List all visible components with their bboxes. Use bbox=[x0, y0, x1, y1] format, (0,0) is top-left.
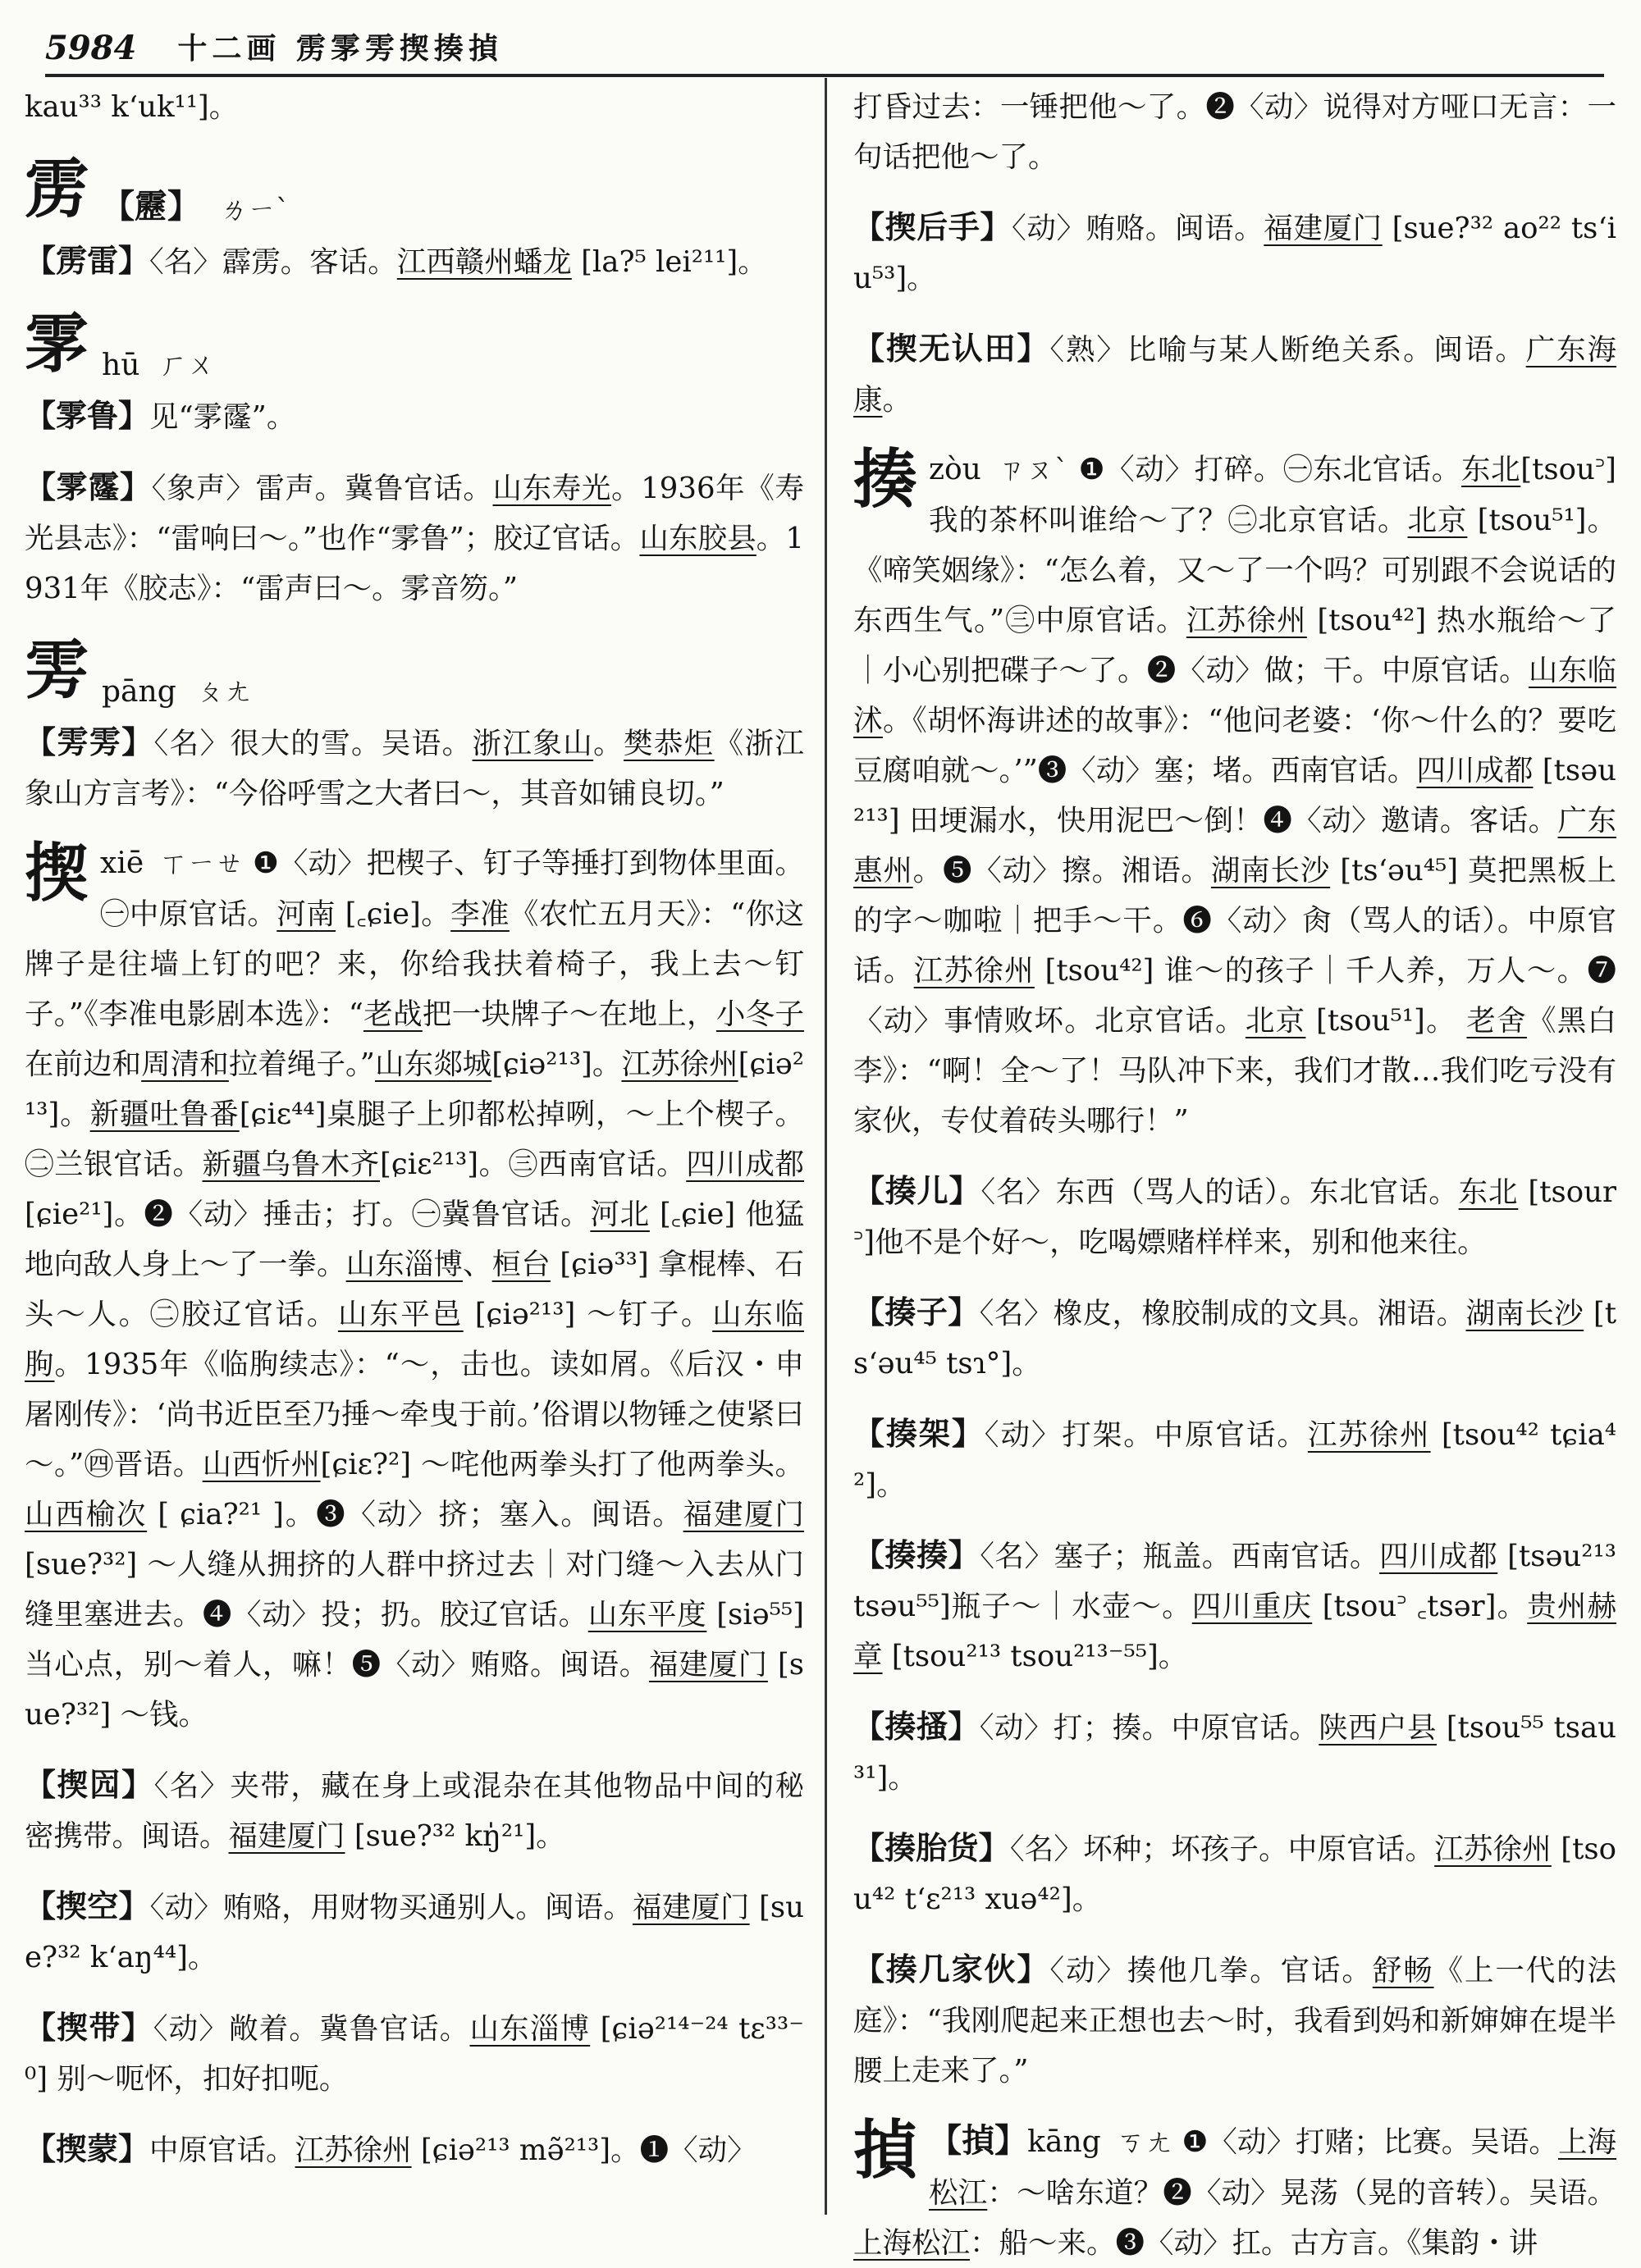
entry-text: 把一块牌子～在地上， bbox=[422, 997, 716, 1031]
dictionary-entry bbox=[853, 202, 1616, 303]
dictionary-entry bbox=[853, 1944, 1616, 2096]
entry-text: [tsou⁴²] 谁～的孩子｜千人养，万人～。❼〈动〉事情败坏。北京官话。 bbox=[853, 954, 1616, 1038]
entry-text: [ɕiə²¹³]。 bbox=[25, 1047, 804, 1131]
location: 山东平邑 bbox=[337, 1298, 464, 1331]
entry-text: 见“雺霳”。 bbox=[149, 400, 296, 434]
entry-head: 【揍架】 bbox=[853, 1415, 985, 1452]
column-divider bbox=[825, 78, 827, 2215]
entry-text: [ɕie²¹]。❷〈动〉捶击；打。㊀冀鲁官话。 bbox=[25, 1198, 591, 1231]
entry-text: 〈名〉东西（骂人的话）。东北官话。 bbox=[980, 1175, 1459, 1209]
entry-text: 中原官话。 bbox=[149, 2133, 295, 2167]
location: 江苏徐州 bbox=[295, 2133, 412, 2167]
dictionary-entry bbox=[853, 1408, 1616, 1510]
location: 山东临朐 bbox=[25, 1298, 804, 1381]
location: 新疆乌鲁木齐 bbox=[202, 1148, 381, 1181]
dictionary-entry bbox=[853, 1530, 1616, 1682]
right-column bbox=[853, 82, 1617, 2260]
headword-line bbox=[25, 307, 804, 382]
location: 四川成都 bbox=[686, 1148, 804, 1181]
location: 福建厦门 bbox=[632, 1891, 750, 1924]
entry-text: [ɕiə²¹³] ～钉子。 bbox=[463, 1298, 713, 1331]
dictionary-entry bbox=[25, 1881, 804, 1983]
author-name: 樊恭炬 bbox=[623, 727, 715, 760]
entry-text: [ɕiə²¹⁴⁻²⁴ tɛ³³⁻⁰] 别～呃怀，扣好扣呃。 bbox=[25, 2012, 804, 2096]
entry-text: 、 bbox=[463, 1248, 492, 1281]
headword-char: 雱 bbox=[25, 633, 89, 708]
dictionary-entry bbox=[853, 323, 1616, 425]
entry-text: 〈名〉橡皮，橡胶制成的文具。湘语。 bbox=[979, 1297, 1466, 1330]
entry-text: 〈动〉揍他几拳。官话。 bbox=[1049, 1954, 1373, 1987]
entry-head: 【雱雱】 bbox=[25, 723, 154, 760]
location: 桓台 bbox=[491, 1248, 551, 1281]
headword-entry bbox=[25, 838, 804, 1740]
pinyin: hū bbox=[102, 349, 140, 382]
entry-text: 〈名〉坏种；坏孩子。中原官话。 bbox=[1009, 1832, 1435, 1866]
zhuyin: ㄏㄨ bbox=[159, 349, 216, 381]
entry-text: 〈象声〉雷声。冀鲁官话。 bbox=[151, 472, 493, 505]
entry-text: [tsou⁵⁵ tsau³¹]。 bbox=[853, 1711, 1616, 1795]
entry-text: [tsou²¹³ tsou²¹³⁻⁵⁵]。 bbox=[882, 1640, 1188, 1673]
entry-head: 【揍几家伙】 bbox=[853, 1951, 1050, 1987]
entry-text: 《浙江象山方言考》：“今俗呼雪之大者曰～，其音如铺良切。” bbox=[25, 727, 804, 810]
entry-head: 【揳带】 bbox=[25, 2009, 153, 2046]
entry-head: 【揳蒙】 bbox=[25, 2130, 150, 2167]
entry-text: [tsəu²¹³] 田埂漏水，快用泥巴～倒！❹〈动〉邀请。客话。 bbox=[853, 754, 1616, 837]
author-name: 李准 bbox=[450, 897, 510, 931]
person-name: 小冬子 bbox=[715, 997, 804, 1031]
entry-text: [ɕiə³³] 拿棍棒、石头～人。㊁胶辽官话。 bbox=[25, 1248, 804, 1331]
entry-text: ：～啥东道？❷〈动〉晃荡（晃的音转）。吴语。 bbox=[987, 2176, 1616, 2210]
entry-text: 。 bbox=[593, 727, 624, 760]
zhuyin: ㄌㄧˋ bbox=[220, 194, 290, 226]
dictionary-entry bbox=[853, 1166, 1616, 1267]
headword-char: 揁 bbox=[853, 2113, 918, 2188]
dictionary-entry bbox=[25, 2002, 804, 2104]
zhuyin: ㄒㄧㄝ bbox=[159, 847, 244, 880]
entry-head: 【揍子】 bbox=[853, 1294, 980, 1330]
location: 福建厦门 bbox=[648, 1648, 768, 1682]
entry-text: [sue?³²] ～钱。 bbox=[25, 1648, 804, 1732]
entry-text: [ts‘əu⁴⁵] 莫把黑板上的字～咖啦｜把手～干。❻〈动〉肏（骂人的话）。中原官话。 bbox=[853, 854, 1616, 988]
location: 山东郯城 bbox=[374, 1047, 492, 1081]
entry-text: [tsou⁴²] 热水瓶给～了｜小心别把碟子～了。❷〈动〉做；干。中原官话。 bbox=[853, 604, 1616, 687]
location: 山西榆次 bbox=[25, 1498, 148, 1531]
entry-head: 【揳囥】 bbox=[25, 1766, 154, 1803]
entry-text: [sue?³² ao²² ts‘iu⁵³]。 bbox=[853, 212, 1616, 295]
dictionary-entry bbox=[25, 1759, 804, 1861]
continued-text: kau³³ k‘uk¹¹]。 bbox=[25, 90, 239, 124]
entry-head: 【揍儿】 bbox=[853, 1172, 981, 1209]
entry-text: 《黑白李》：“啊！全～了！马队冲下来，我们才散…我们吃亏没有家伙，专仗着砖头哪行！” bbox=[853, 1004, 1616, 1138]
entry-text: [siə⁵⁵]当心点，别～着人，嘛！❺〈动〉贿赂。闽语。 bbox=[25, 1598, 804, 1682]
entry-text: 。 bbox=[882, 383, 912, 417]
location: 四川成都 bbox=[1379, 1540, 1498, 1573]
entry-head: 【揳后手】 bbox=[853, 208, 1012, 245]
continued-text: 打昏过去：一锤把他～了。❷〈动〉说得对方哑口无言：一句话把他～了。 bbox=[853, 90, 1616, 174]
entry-text: 。1936年《寿光县志》：“雷响曰～。”也作“雺鲁”；胶辽官话。 bbox=[25, 472, 804, 555]
entry-text: [tsəu²¹³ tsəu⁵⁵]瓶子～｜水壶～。 bbox=[853, 1540, 1616, 1623]
location: 上海松江 bbox=[929, 2125, 1617, 2210]
author-name: 舒畅 bbox=[1372, 1954, 1434, 1987]
location: 江苏徐州 bbox=[621, 1047, 738, 1081]
location: 东北 bbox=[1458, 1175, 1519, 1209]
headword-line bbox=[25, 633, 804, 709]
dictionary-entry bbox=[25, 462, 804, 614]
location: 福建厦门 bbox=[1264, 212, 1383, 245]
entry-head: 【揍胎货】 bbox=[853, 1829, 1010, 1866]
headword-line bbox=[25, 152, 804, 227]
location: 贵州赫章 bbox=[853, 1590, 1616, 1673]
entry-text: 。❺〈动〉擦。湘语。 bbox=[912, 854, 1211, 888]
entry-text: [sue?³² kŋ̍²¹]。 bbox=[345, 1819, 565, 1853]
entry-text: [꜀ɕie]。 bbox=[336, 897, 451, 931]
location: 山东胶县 bbox=[639, 522, 757, 555]
dictionary-entry bbox=[853, 1701, 1616, 1803]
entry-head: 【雳雷】 bbox=[25, 242, 150, 279]
dictionary-entry bbox=[25, 390, 804, 442]
person-name: 老战 bbox=[363, 997, 423, 1031]
dictionary-entry bbox=[25, 717, 804, 819]
entry-text: 在前边和 bbox=[25, 1047, 142, 1081]
page-header bbox=[45, 18, 1604, 77]
entry-text: [꜀ɕie] 他猛地向敌人身上～了一拳。 bbox=[25, 1198, 804, 1281]
entry-text: [sue?³²] ～人缝从拥挤的人群中挤过去｜对门缝～入去从门缝里塞进去。❹〈动〉投；扔。胶辽官话。 bbox=[25, 1548, 804, 1631]
location: 广东海康 bbox=[853, 333, 1616, 417]
location: 新疆吐鲁番 bbox=[89, 1097, 240, 1131]
dictionary-entry bbox=[25, 2124, 804, 2175]
location: 山东临沭 bbox=[853, 654, 1616, 737]
location: 江苏徐州 bbox=[1434, 1832, 1552, 1866]
entry-text: [ɕiɛ²¹³]。㊂西南官话。 bbox=[380, 1148, 687, 1181]
entry-text: [ɕiɛ⁴⁴]桌腿子上卯都松掉咧，～上个楔子。㊁兰银官话。 bbox=[25, 1097, 804, 1181]
entry-text: [sue?³² k‘aŋ⁴⁴]。 bbox=[25, 1891, 804, 1974]
traditional-form: 【靂】 bbox=[102, 187, 201, 226]
running-head: 十二画 雳雺雱揳揍揁 bbox=[177, 31, 503, 66]
entry-text: ❶〈动〉打碎。㊀东北官话。 bbox=[1078, 453, 1461, 486]
headword-entry bbox=[853, 442, 1616, 1146]
entry-text: 〈动〉敞着。冀鲁官话。 bbox=[153, 2012, 470, 2046]
headword-char: 揍 bbox=[853, 442, 918, 517]
entry-text: 。1935年《临朐续志》：“～，击也。读如屑。《后汉・申屠刚传》：‘尚书近臣至乃捶～牵曳于前。’俗谓以物锤之使紧曰～。”㊃晋语。 bbox=[25, 1348, 804, 1481]
zhuyin: ㄎㄤ bbox=[1117, 2126, 1173, 2159]
entry-head: 【揍揍】 bbox=[853, 1536, 980, 1573]
location: 江苏徐州 bbox=[1307, 1418, 1431, 1452]
page-number: 5984 bbox=[45, 29, 137, 67]
location: 山东寿光 bbox=[492, 472, 612, 505]
location: 江苏徐州 bbox=[913, 954, 1035, 988]
entry-text: 〈动〉贿赂，用财物买通别人。闽语。 bbox=[149, 1891, 633, 1924]
location: 山东淄博 bbox=[469, 2012, 591, 2046]
entry-text: [ ɕia?²¹ ]。❸〈动〉挤；塞入。闽语。 bbox=[147, 1498, 683, 1531]
entry-head: 【揍搔】 bbox=[853, 1708, 980, 1745]
entry-text: 〈动〉贿赂。闽语。 bbox=[1012, 212, 1264, 245]
location: 湖南长沙 bbox=[1210, 854, 1331, 888]
location: 四川成都 bbox=[1416, 754, 1534, 787]
zhuyin: ㄆㄤ bbox=[195, 675, 252, 708]
location: 山东平度 bbox=[587, 1598, 707, 1631]
dictionary-entry bbox=[25, 235, 804, 287]
entry-text: [ɕiə²¹³ mə̃²¹³]。❶〈动〉 bbox=[411, 2133, 757, 2167]
entry-text: 拉着绳子。” bbox=[228, 1047, 375, 1081]
entry-text: [tsou⁵¹]。 bbox=[1305, 1004, 1467, 1038]
entry-head: 【雺鲁】 bbox=[25, 397, 150, 434]
headword-char: 揳 bbox=[25, 836, 89, 910]
location: 山西忻州 bbox=[202, 1448, 321, 1481]
pinyin: xiē bbox=[100, 847, 144, 880]
entry-head: 【揳无认田】 bbox=[853, 330, 1050, 367]
entry-text: 〈动〉打架。中原官话。 bbox=[984, 1418, 1308, 1452]
entry-text: [ɕiə²¹³]。 bbox=[491, 1047, 622, 1081]
location: 东北 bbox=[1460, 453, 1521, 486]
location: 福建厦门 bbox=[683, 1498, 804, 1531]
entry-text: [tsour꜄]他不是个好～，吃喝嫖赌样样来，别和他来往。 bbox=[853, 1175, 1616, 1259]
entry-text: 〈熟〉比喻与某人断绝关系。闽语。 bbox=[1049, 333, 1526, 367]
location: 上海松江 bbox=[853, 2226, 971, 2260]
headword-entry bbox=[853, 2115, 1616, 2268]
author-name: 老舍 bbox=[1466, 1004, 1527, 1038]
entry-text: [tsou⁴² tɕia⁴²]。 bbox=[853, 1418, 1616, 1502]
pinyin: kāng bbox=[1027, 2125, 1101, 2159]
location: 江苏徐州 bbox=[1186, 604, 1307, 637]
entry-text: [ts‘əu⁴⁵ tsɿ°]。 bbox=[853, 1297, 1616, 1380]
dictionary-entry bbox=[853, 1287, 1616, 1389]
entry-text: [ɕiɛ?²] ～咤他两拳头打了他两拳头。 bbox=[320, 1448, 804, 1481]
location: 北京 bbox=[1245, 1004, 1306, 1038]
entry-text: 〈动〉打；揍。中原官话。 bbox=[979, 1711, 1319, 1745]
location: 广东惠州 bbox=[853, 804, 1616, 888]
entry-text: 。《胡怀海讲述的故事》：“他问老婆：‘你～什么的？要吃豆腐咱就～。’”❸〈动〉塞；堵。西南官话。 bbox=[853, 704, 1616, 787]
pinyin: zòu bbox=[929, 453, 981, 486]
entry-text: 〈名〉夹带，藏在身上或混杂在其他物品中间的秘密携带。闽语。 bbox=[25, 1769, 804, 1853]
headword-char: 雳 bbox=[25, 152, 89, 226]
location: 河北 bbox=[590, 1198, 650, 1231]
entry-text: ：船～来。❸〈动〉扛。古方言。《集韵・讲 bbox=[970, 2226, 1538, 2260]
entry-text: 《上一代的法庭》：“我刚爬起来正想也去～时，我看到妈和新婶婶在堤半腰上走来了。” bbox=[853, 1954, 1616, 2088]
location: 浙江象山 bbox=[472, 727, 594, 760]
entry-text: 〈名〉很大的雪。吴语。 bbox=[153, 727, 473, 760]
headword-char: 雺 bbox=[25, 307, 89, 381]
entry-text: 《农忙五月天》：“你这牌子是往墙上钉的吧？来，你给我扶着椅子，我上去～钉子。”《李准电影剧本选》：“ bbox=[25, 897, 804, 1031]
entry-text: [tsou꜄]我的茶杯叫谁给～了？㊁北京官话。 bbox=[929, 453, 1616, 537]
dictionary-entry bbox=[853, 1823, 1616, 1924]
person-name: 周清和 bbox=[141, 1047, 229, 1081]
location: 福建厦门 bbox=[228, 1819, 345, 1853]
entry-text: ❶〈动〉打赌；比赛。吴语。 bbox=[1182, 2125, 1558, 2159]
location: 山东淄博 bbox=[345, 1248, 464, 1281]
location: 湖南长沙 bbox=[1465, 1297, 1584, 1330]
entry-text: 〈名〉塞子；瓶盖。西南官话。 bbox=[980, 1540, 1380, 1573]
location: 江西赣州蟠龙 bbox=[396, 245, 572, 279]
entry-head: 【雺霳】 bbox=[25, 468, 152, 505]
entry-head: 【揳空】 bbox=[25, 1887, 150, 1924]
entry-text: 。1931年《胶志》：“雷声曰～。雺音笏。” bbox=[25, 522, 804, 605]
entry-text: [la?⁵ lei²¹¹]。 bbox=[571, 245, 767, 279]
entry-text: 〈名〉霹雳。客话。 bbox=[149, 245, 397, 279]
left-column bbox=[25, 82, 804, 2215]
entry-text: ❶〈动〉把楔子、钉子等捶打到物体里面。㊀中原官话。 bbox=[100, 847, 804, 931]
entry-text: [tsou⁵¹]。《啼笑姻缘》：“怎么着，又～了一个吗？可别跟不会说话的东西生气。”㊂中原官话。 bbox=[853, 504, 1616, 637]
pinyin: pāng bbox=[102, 675, 176, 709]
location: 陕西户县 bbox=[1319, 1711, 1437, 1745]
location: 四川重庆 bbox=[1191, 1590, 1313, 1623]
entry-text: [tsou꜄ ꜀tsər]。 bbox=[1312, 1590, 1528, 1623]
zhuyin: ㄗㄡˋ bbox=[997, 454, 1069, 486]
entry-text: [tsou⁴² t‘ɛ²¹³ xuə⁴²]。 bbox=[853, 1832, 1616, 1916]
location: 河南 bbox=[277, 897, 336, 931]
location: 北京 bbox=[1407, 504, 1468, 537]
traditional-form: 【揁】 bbox=[929, 2121, 1028, 2160]
